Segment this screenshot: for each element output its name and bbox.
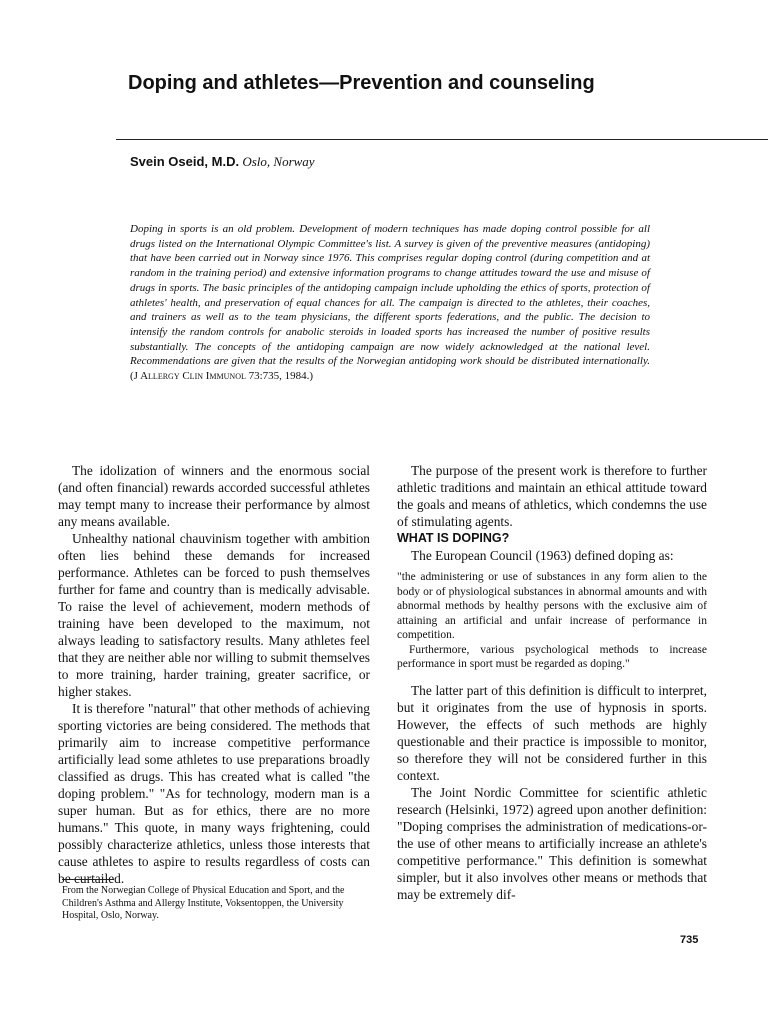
footnote: From the Norwegian College of Physical Education and Sport, and the Children's Asthma and Allergy Institute, Voksentoppen, the University Hospital, Oslo, Norway. <box>62 885 345 921</box>
body-paragraph: The Joint Nordic Committee for scientific athletic research (Helsinki, 1972) agreed upon another definition: "Doping comprises the administration of medications-or-the use of other means to artificially increase an athlete's competitive performance." This definition is somewhat simpler, but it also involves other means or methods that may be extremely dif- <box>397 784 707 902</box>
left-column <box>58 462 370 887</box>
quote-paragraph: "the administering or use of substances in any form alien to the body or of physiological substances in abnormal amounts and with abnormal methods by healthy persons with the exclusive aim of attaining an artificial and unfair increase of performance in competition. <box>397 571 707 641</box>
article-title: Doping and athletes—Prevention and counseling <box>128 72 595 94</box>
body-paragraph: The purpose of the present work is therefore to further athletic traditions and maintain an ethical attitude toward the goals and means of athletics, which condemns the use of stimulating agents. <box>397 463 707 529</box>
author-line <box>130 154 315 170</box>
body-paragraph: It is therefore "natural" that other methods of achieving sporting victories are being considered. The methods that primarily aim to increase competitive performance artificially lead some athletes to use preparations broadly classified as drugs. This has created what is called "the doping problem." "As for technology, modern man is a super human. But as for ethics, there are no more humans." This quote, in many ways frightening, could possibly characterize athletics, unless those interests that cause athletes to aspire to results regardless of costs can be curtailed. <box>58 701 370 886</box>
right-column <box>397 462 707 903</box>
author-name: Svein Oseid, M.D. <box>130 154 240 169</box>
block-quote <box>397 570 707 672</box>
page-number: 735 <box>680 934 699 946</box>
body-paragraph: The latter part of this definition is difficult to interpret, but it originates from the use of hypnosis in sports. However, the effects of such methods are highly questionable and their practice is impossible to monitor, so therefore they will not be considered further in this context. <box>397 682 707 783</box>
author-location: Oslo, Norway <box>242 154 315 169</box>
abstract <box>130 222 650 384</box>
citation-ref: 73:735, 1984.) <box>248 370 314 383</box>
quote-paragraph: Furthermore, various psychological methods to increase performance in sport must be regarded as doping." <box>397 643 707 670</box>
citation-journal: J Allergy Clin Immunol <box>133 370 246 383</box>
body-paragraph: The European Council (1963) defined doping as: <box>411 548 674 563</box>
title-divider <box>116 139 768 140</box>
citation-open: ( <box>130 370 134 383</box>
section-heading: WHAT IS DOPING? <box>397 531 510 545</box>
body-paragraph: The idolization of winners and the enormous social (and often financial) rewards accorded successful athletes may tempt many to increase their performance by almost any means available. <box>58 463 370 529</box>
footnote-divider <box>62 879 114 880</box>
abstract-text: Doping in sports is an old problem. Development of modern techniques has made doping control possible for all drugs listed on the International Olympic Committee's list. A survey is given of the preventive measures (antidoping) that have been carried out in Norway since 1976. This comprises regular doping control (during competition and at random in the training period) and extensive information programs to change attitudes toward the use and misuse of drugs in sports. The basic principles of the antidoping campaign include upholding the ethics of sports, protection of athletes' health, and preservation of equal chances for all. The campaign is directed to the athletes, their coaches, and trainers as well as to the team physicians, the different sports federations, and the public. The decision to intensify the random controls for anabolic steroids in loaded sports has increased the number of positive results substantially. The concepts of the antidoping campaign are now widely acknowledged at the national level. Recommendations are given that the results of the Norwegian antidoping work should be distributed internationally. <box>130 223 650 368</box>
body-paragraph: Unhealthy national chauvinism together with ambition often lies behind these demands for increased performance. Athletes can be forced to push themselves further for fame and country than is medically advisable. To raise the level of achievement, modern methods of training have been developed to the maximum, not always leading to satisfactory results. Many athletes feel that they are neither able nor willing to submit themselves to more training, harder training, greater sacrifice, or higher stakes. <box>58 531 370 699</box>
